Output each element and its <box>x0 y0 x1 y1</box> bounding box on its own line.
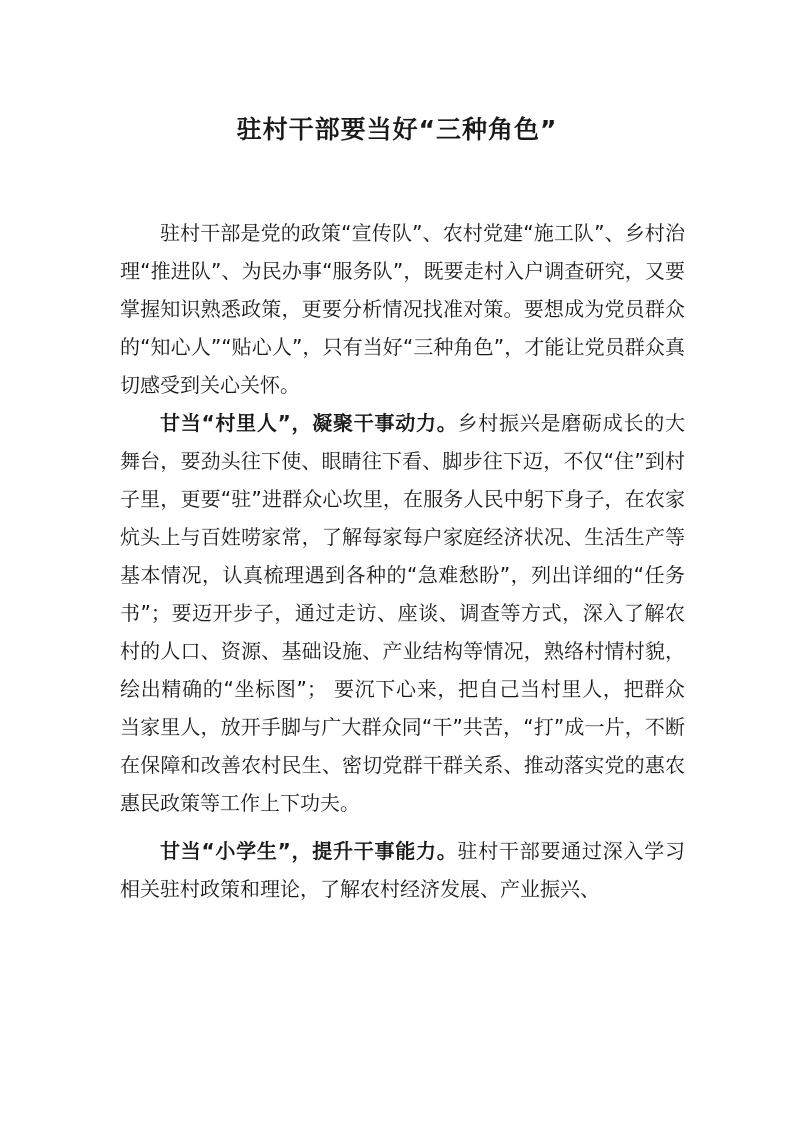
paragraph-text: 驻村干部是党的政策“宣传队”、农村党建“施工队”、乡村治理“推进队”、为民办事“服务队”，既要走村入户调查研究，又要掌握知识熟悉政策，更要分析情况找准对策。要想成为党员群众的“知心人”“贴心人”，只有当好“三种角色”，才能让党员群众真切感受到关心关怀。 <box>120 221 685 397</box>
paragraph-text: 驻村干部要通过深入学习相关驻村政策和理论，了解农村经济发展、产业振兴、 <box>120 839 685 901</box>
document-title: 驻村干部要当好“三种角色” <box>236 115 558 144</box>
document-body <box>120 214 685 908</box>
paragraph-lead: 甘当“小学生”，提升干事能力。 <box>160 839 458 863</box>
paragraph-text: 乡村振兴是磨砺成长的大舞台，要劲头往下使、眼睛往下看、脚步往下迈，不仅“住”到村子里，更要“驻”进群众心坎里，在服务人民中躬下身子，在农家炕头上与百姓唠家常，了解每家每户家庭经济状况、生活生产等基本情况，认真梳理遇到各种的“急难愁盼”，列出详细的“任务书”；要迈开步子，通过走访、座谈、调查等方式，深入了解农村的人口、资源、基础设施、产业结构等情况，熟络村情村貌，绘出精确的“坐标图”； 要沉下心来，把自己当村里人，把群众当家里人，放开手脚与广大群众同“干”共苦，“打”成一片，不断在保障和改善农村民生、密切党群干群关系、推动落实党的惠农惠民政策等工作上下功夫。 <box>120 411 685 815</box>
paragraph-lead: 甘当“村里人”，凝聚干事动力。 <box>160 411 458 435</box>
paragraph-student-role <box>120 832 685 908</box>
paragraph-villager-role <box>120 404 685 822</box>
paragraph-intro <box>120 214 685 404</box>
